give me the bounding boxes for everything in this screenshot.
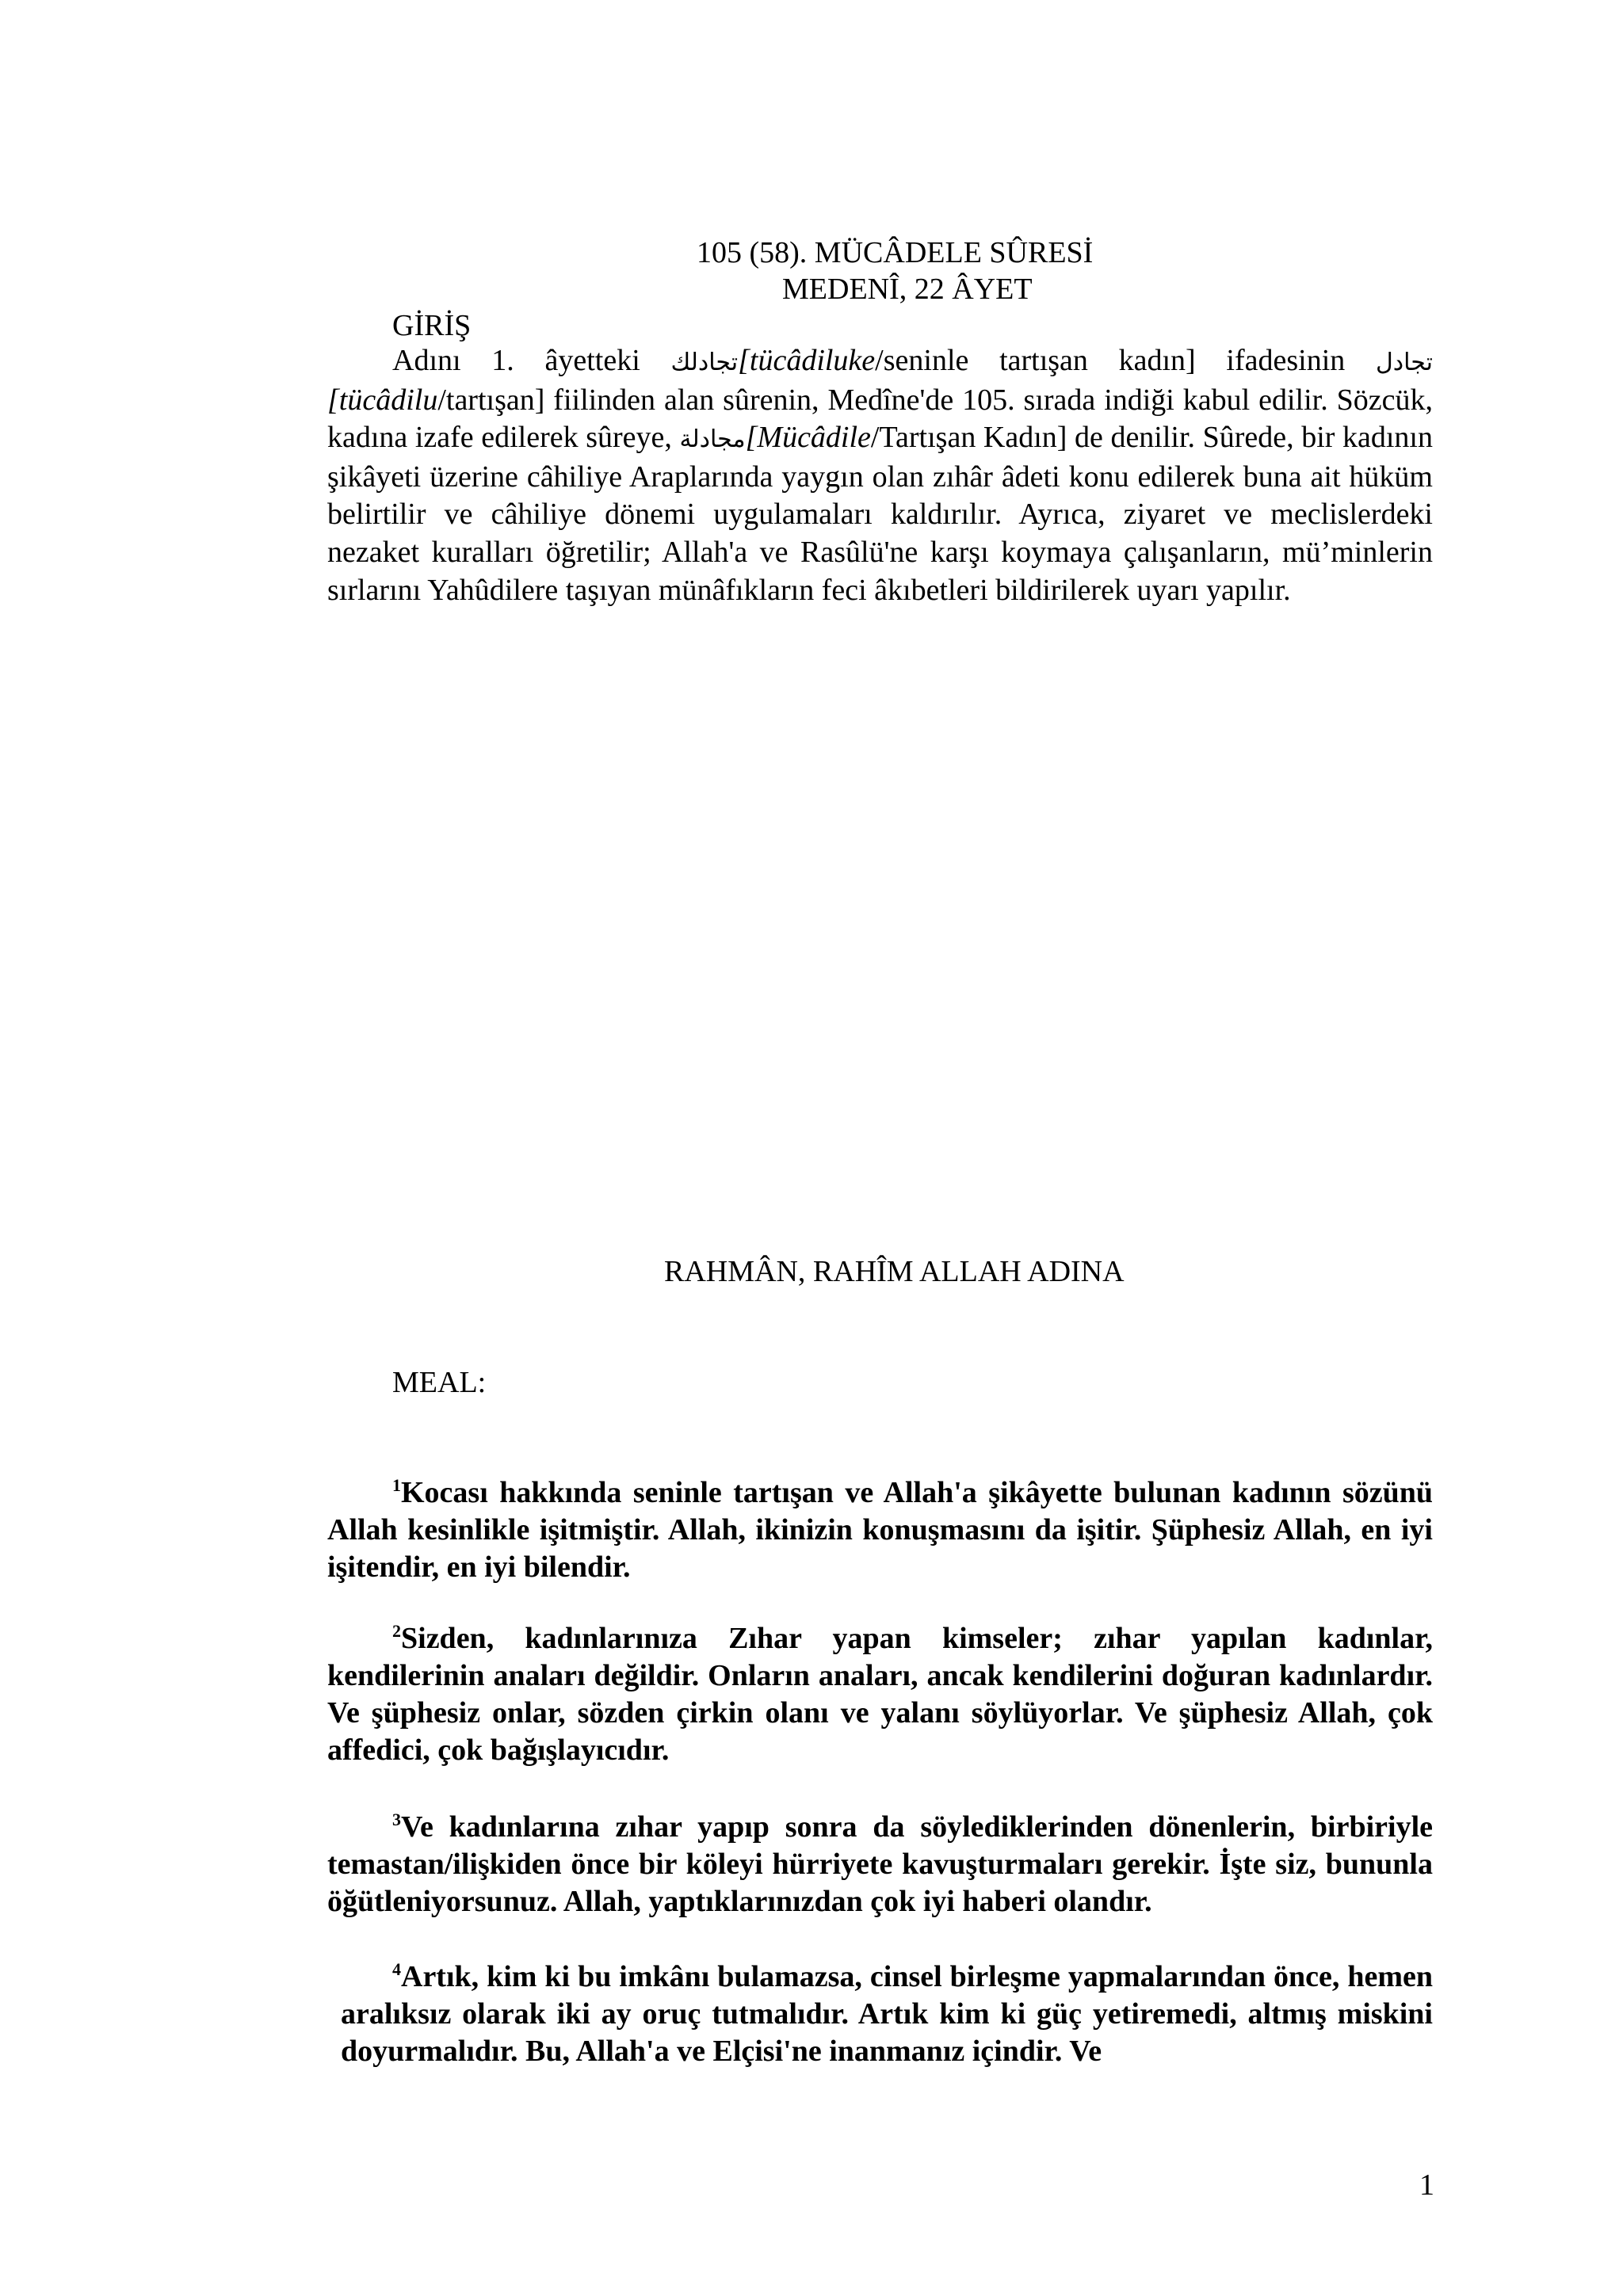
intro-italic-1: [tücâdiluke <box>738 344 876 377</box>
intro-italic-3: [Mücâdile <box>745 421 871 455</box>
basmala-heading: RAHMÂN, RAHÎM ALLAH ADINA <box>664 1255 1125 1288</box>
verse-number: 1 <box>392 1475 401 1495</box>
section-heading-intro: GİRİŞ <box>392 309 472 342</box>
verse-2 <box>327 1620 1433 1769</box>
meal-label: MEAL: <box>392 1366 487 1399</box>
arabic-word-tucadiluke: تجادلك <box>670 349 739 376</box>
intro-paragraph <box>327 342 1433 609</box>
arabic-word-mucadile: مجادلة <box>679 425 746 454</box>
surah-title: 105 (58). MÜCÂDELE SÛRESİ <box>697 236 1094 269</box>
intro-text-2: /seninle tartışan kadın] ifadesinin <box>875 344 1376 377</box>
arabic-word-tucadilu: تجادل <box>1375 349 1433 376</box>
verse-text: Artık, kim ki bu imkânı bulamazsa, cinsel birleşme yapmalarından önce, hemen aralıksız olarak iki ay oruç tutmalıdır. Artık kim ki güç yetiremedi, altmış miskini doyurmalıdır. Bu, Allah'a ve Elçisi'ne inanmanız içindir. Ve <box>341 1960 1433 2068</box>
intro-text-1: Adını 1. âyetteki <box>392 344 671 377</box>
surah-subtitle: MEDENÎ, 22 ÂYET <box>782 273 1033 306</box>
verse-text: Ve kadınlarına zıhar yapıp sonra da söylediklerinden dönenlerin, birbiriyle temastan/ilişkiden önce bir köleyi hürriyete kavuşturmaları gerekir. İşte siz, bununla öğütleniyorsunuz. Allah, yaptıklarınızdan çok iyi haberi olandır. <box>327 1810 1433 1918</box>
verse-number: 4 <box>392 1959 401 1979</box>
verse-text: Sizden, kadınlarınıza Zıhar yapan kimseler; zıhar yapılan kadınlar, kendilerinin anaları değildir. Onların anaları, ancak kendilerini doğuran kadınlardır. Ve şüphesiz onlar, sözden çirkin olanı ve yalanı söylüyorlar. Ve şüphesiz Allah, çok affedici, çok bağışlayıcıdır. <box>327 1622 1433 1767</box>
verse-text: Kocası hakkında seninle tartışan ve Allah'a şikâyette bulunan kadının sözünü Allah kesinlikle işitmiştir. Allah, ikinizin konuşmasını da işitir. Şüphesiz Allah, en iyi işitendir, en iyi bilendir. <box>327 1476 1433 1584</box>
verse-4 <box>341 1958 1433 2070</box>
page-number: 1 <box>1419 2168 1434 2202</box>
verse-1 <box>327 1474 1433 1586</box>
intro-text-3: /tartışan] fiilinden alan sûrenin, Medîne'de 105. sırada indiği kabul edilir. Sözcük, kadına izafe edilerek sûreye, <box>327 383 1433 455</box>
verse-number: 3 <box>392 1810 401 1829</box>
intro-italic-2: [tücâdilu <box>327 383 438 417</box>
verse-number: 2 <box>392 1621 401 1641</box>
verse-3 <box>327 1809 1433 1920</box>
intro-text-4: /Tartışan Kadın] de denilir. Sûrede, bir kadının şikâyeti üzerine câhiliye Araplarında yaygın olan zıhâr âdeti konu edilerek buna ait hüküm belirtilir ve câhiliye dönemi uygulamaları kaldırılır. Ayrıca, ziyaret ve meclislerdeki nezaket kuralları öğretilir; Allah'a ve Rasûlü'ne karşı koymaya çalışanların, mü’minlerin sırlarını Yahûdilere taşıyan münâfıkların feci âkıbetleri bildirilerek uyarı yapılır. <box>327 421 1433 607</box>
